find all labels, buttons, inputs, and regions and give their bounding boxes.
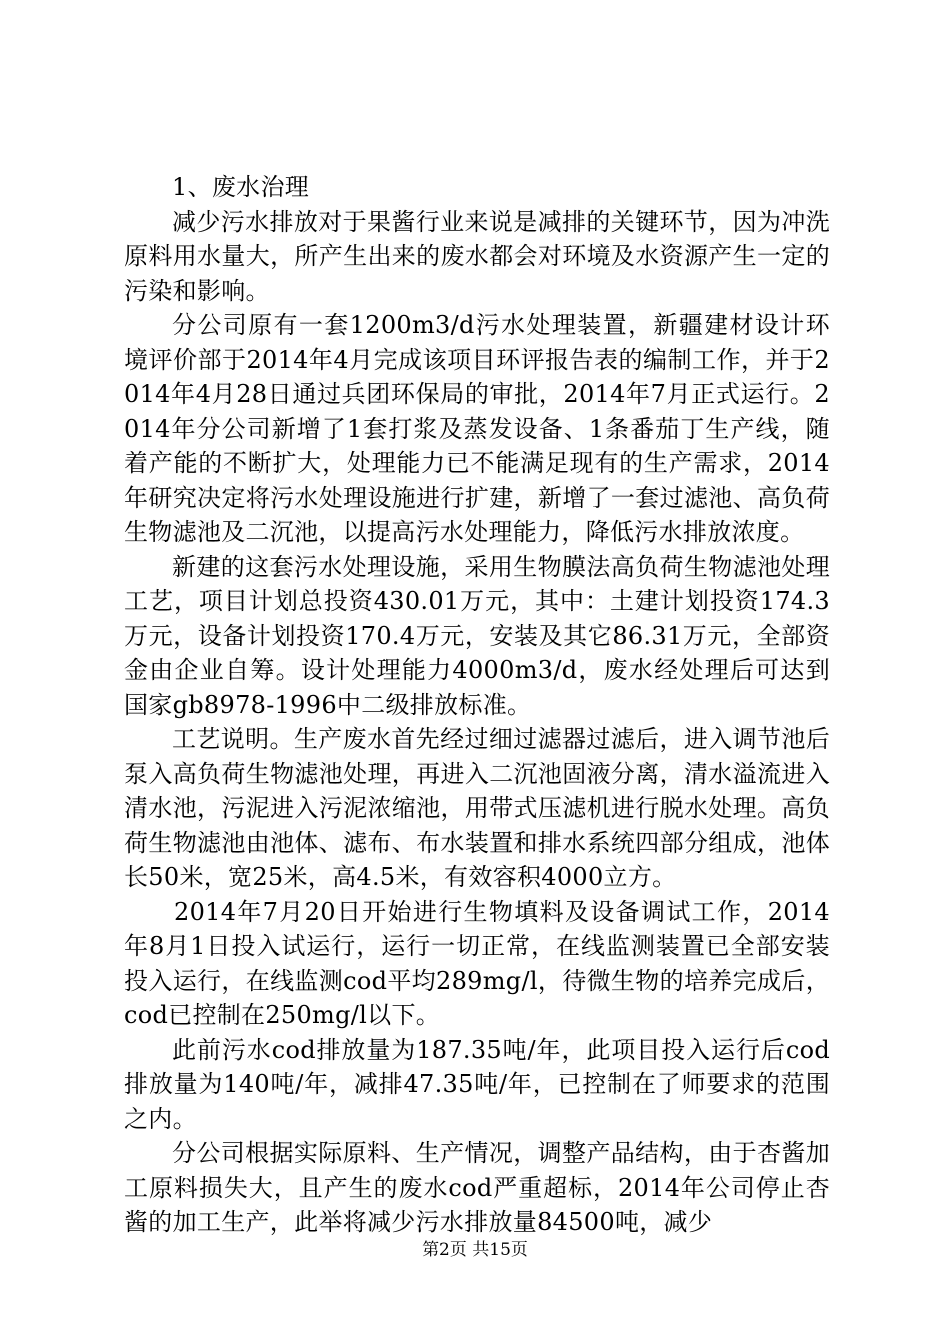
paragraph-1: 减少污水排放对于果酱行业来说是减排的关键环节，因为冲洗原料用水量大，所产生出来的废水都会对环境及水资源产生一定的污染和影响。: [124, 207, 830, 305]
section-heading: 1、废水治理: [172, 173, 310, 201]
paragraph-3: 新建的这套污水处理设施，采用生物膜法高负荷生物滤池处理工艺，项目计划总投资430.01万元，其中：土建计划投资174.3万元，设备计划投资170.4万元，安装及其它86.31万元，全部资金由企业自筹。设计处理能力4000m3/d，废水经处理后可达到国家gb8978-1996中二级排放标准。: [124, 552, 830, 719]
page-number: 第2页 共15页: [422, 1240, 528, 1260]
paragraph-4: 工艺说明。生产废水首先经过细过滤器过滤后，进入调节池后泵入高负荷生物滤池处理，再进入二沉池固液分离，清水溢流进入清水池，污泥进入污泥浓缩池，用带式压滤机进行脱水处理。高负荷生物滤池由池体、滤布、布水装置和排水系统四部分组成，池体长50米，宽25米，高4.5米，有效容积4000立方。: [124, 725, 830, 891]
page-footer: [0, 1240, 950, 1260]
paragraph-7: 分公司根据实际原料、生产情况，调整产品结构，由于杏酱加工原料损失大，且产生的废水cod严重超标，2014年公司停止杏酱的加工生产，此举将减少污水排放量84500吨，减少: [124, 1139, 830, 1236]
paragraph-6: 此前污水cod排放量为187.35吨/年，此项目投入运行后cod排放量为140吨/年，减排47.35吨/年，已控制在了师要求的范围之内。: [124, 1035, 830, 1133]
paragraph-2: 分公司原有一套1200m3/d污水处理装置，新疆建材设计环境评价部于2014年4月完成该项目环评报告表的编制工作，并于2014年4月28日通过兵团环保局的审批，2014年7月正式运行。2014年分公司新增了1套打浆及蒸发设备、1条番茄丁生产线，随着产能的不断扩大，处理能力已不能满足现有的生产需求，2014年研究决定将污水处理设施进行扩建，新增了一套过滤池、高负荷生物滤池及二沉池，以提高污水处理能力，降低污水排放浓度。: [124, 311, 830, 546]
document-body: [124, 170, 830, 1240]
paragraph-5: 2014年7月20日开始进行生物填料及设备调试工作，2014年8月1日投入试运行，运行一切正常，在线监测装置已全部安装投入运行，在线监测cod平均289mg/l，待微生物的培养完成后，cod已控制在250mg/l以下。: [124, 897, 830, 1029]
